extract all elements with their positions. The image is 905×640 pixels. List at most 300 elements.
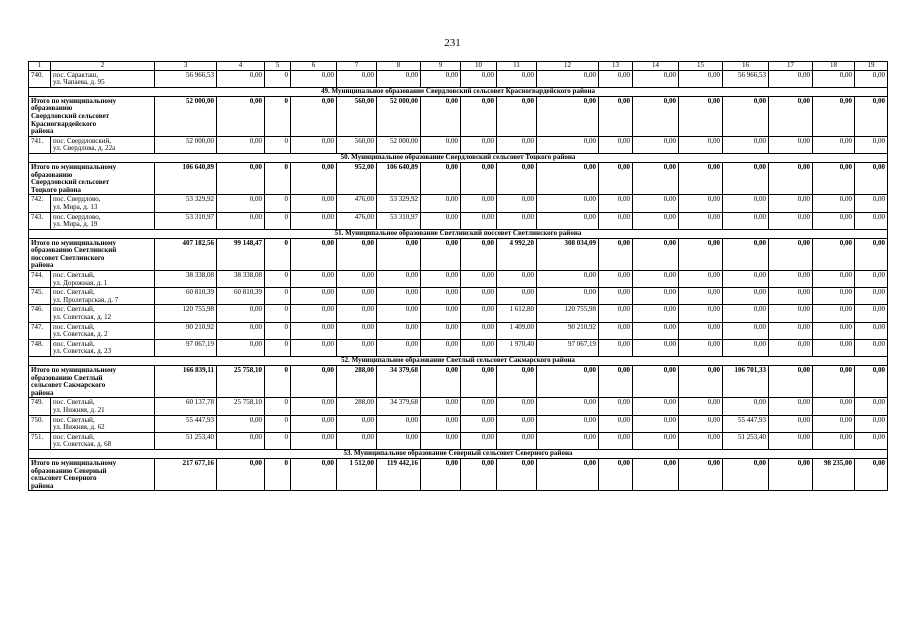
value-cell-col-19: 0,00 (855, 415, 888, 432)
column-number-10: 10 (461, 62, 497, 71)
value-cell-col-6: 0,00 (291, 305, 337, 322)
value-cell-col-12: 0,00 (537, 366, 599, 398)
value-cell-col-8: 0,00 (377, 238, 421, 270)
row-number: 748. (29, 339, 51, 356)
value-cell-col-15: 0,00 (679, 70, 723, 87)
value-cell-col-19: 0,00 (855, 398, 888, 415)
value-cell-col-3: 60 810,39 (155, 288, 217, 305)
value-cell-col-13: 0,00 (599, 432, 633, 449)
value-cell-col-7: 952,00 (337, 162, 377, 194)
value-cell-col-9: 0,00 (421, 70, 461, 87)
value-cell-col-3: 407 182,56 (155, 238, 217, 270)
total-label-line: Свердловский сельсовет (31, 111, 110, 120)
value-cell-col-15: 0,00 (679, 305, 723, 322)
total-row (29, 458, 888, 490)
value-cell-col-3: 120 755,98 (155, 305, 217, 322)
value-cell-col-18: 0,00 (813, 271, 855, 288)
value-cell-col-10: 0,00 (461, 195, 497, 212)
address-cell (51, 339, 155, 356)
value-cell-col-8: 34 379,68 (377, 398, 421, 415)
value-cell-col-19: 0,00 (855, 458, 888, 490)
total-row (29, 238, 888, 270)
total-label (29, 366, 155, 398)
value-cell-col-10: 0,00 (461, 458, 497, 490)
value-cell-col-18: 0,00 (813, 398, 855, 415)
value-cell-col-5: 0 (265, 415, 291, 432)
table-row (29, 339, 888, 356)
value-cell-col-16: 0,00 (723, 339, 769, 356)
value-cell-col-4: 25 758,10 (217, 366, 265, 398)
column-number-1: 1 (29, 62, 51, 71)
value-cell-col-5: 0 (265, 366, 291, 398)
value-cell-col-18: 0,00 (813, 339, 855, 356)
value-cell-col-3: 106 640,89 (155, 162, 217, 194)
value-cell-col-9: 0,00 (421, 366, 461, 398)
value-cell-col-14: 0,00 (633, 432, 679, 449)
value-cell-col-10: 0,00 (461, 162, 497, 194)
value-cell-col-6: 0,00 (291, 366, 337, 398)
address-line: ул. Дорожная, д. 1 (53, 278, 108, 287)
value-cell-col-5: 0 (265, 195, 291, 212)
column-number-14: 14 (633, 62, 679, 71)
value-cell-col-7: 476,00 (337, 195, 377, 212)
value-cell-col-9: 0,00 (421, 339, 461, 356)
value-cell-col-7: 0,00 (337, 238, 377, 270)
value-cell-col-11: 0,00 (497, 271, 537, 288)
address-cell (51, 415, 155, 432)
address-line: пос. Светлый, (53, 305, 95, 314)
address-line: ул. Нижняя, д. 62 (53, 423, 105, 432)
value-cell-col-7: 0,00 (337, 339, 377, 356)
total-label-line: Итого по муниципальному (31, 366, 117, 374)
address-line: пос. Светлый, (53, 398, 95, 407)
value-cell-col-10: 0,00 (461, 432, 497, 449)
value-cell-col-9: 0,00 (421, 195, 461, 212)
table-row (29, 415, 888, 432)
register-table (28, 61, 888, 491)
address-line: пос. Светлый, (53, 288, 95, 297)
total-label-line: района (31, 261, 54, 270)
total-label (29, 238, 155, 270)
table-row (29, 195, 888, 212)
value-cell-col-19: 0,00 (855, 70, 888, 87)
value-cell-col-9: 0,00 (421, 305, 461, 322)
value-cell-col-9: 0,00 (421, 415, 461, 432)
value-cell-col-17: 0,00 (769, 195, 813, 212)
value-cell-col-12: 0,00 (537, 212, 599, 229)
section-title: 53. Муниципальное образование Северный сельсовет Северного района (29, 449, 888, 458)
value-cell-col-9: 0,00 (421, 238, 461, 270)
value-cell-col-14: 0,00 (633, 305, 679, 322)
value-cell-col-19: 0,00 (855, 162, 888, 194)
value-cell-col-9: 0,00 (421, 288, 461, 305)
address-cell (51, 288, 155, 305)
total-label-line: Тоцкого района (31, 185, 82, 194)
value-cell-col-17: 0,00 (769, 136, 813, 153)
value-cell-col-4: 0,00 (217, 195, 265, 212)
value-cell-col-18: 0,00 (813, 288, 855, 305)
value-cell-col-9: 0,00 (421, 271, 461, 288)
total-row (29, 366, 888, 398)
value-cell-col-4: 0,00 (217, 339, 265, 356)
value-cell-col-12: 308 034,09 (537, 238, 599, 270)
value-cell-col-18: 0,00 (813, 96, 855, 136)
value-cell-col-11: 0,00 (497, 162, 537, 194)
table-row (29, 136, 888, 153)
value-cell-col-16: 0,00 (723, 398, 769, 415)
value-cell-col-6: 0,00 (291, 212, 337, 229)
value-cell-col-17: 0,00 (769, 322, 813, 339)
total-label-line: Итого по муниципальному (31, 162, 117, 171)
value-cell-col-4: 0,00 (217, 432, 265, 449)
value-cell-col-19: 0,00 (855, 271, 888, 288)
value-cell-col-10: 0,00 (461, 271, 497, 288)
value-cell-col-6: 0,00 (291, 415, 337, 432)
value-cell-col-13: 0,00 (599, 212, 633, 229)
value-cell-col-7: 288,00 (337, 398, 377, 415)
column-number-5: 5 (265, 62, 291, 71)
value-cell-col-18: 0,00 (813, 415, 855, 432)
page-number: 231 (444, 37, 461, 49)
value-cell-col-10: 0,00 (461, 70, 497, 87)
value-cell-col-14: 0,00 (633, 339, 679, 356)
value-cell-col-16: 0,00 (723, 195, 769, 212)
value-cell-col-13: 0,00 (599, 366, 633, 398)
value-cell-col-11: 0,00 (497, 432, 537, 449)
value-cell-col-17: 0,00 (769, 432, 813, 449)
value-cell-col-6: 0,00 (291, 195, 337, 212)
value-cell-col-17: 0,00 (769, 96, 813, 136)
value-cell-col-4: 0,00 (217, 96, 265, 136)
value-cell-col-7: 0,00 (337, 288, 377, 305)
value-cell-col-8: 0,00 (377, 305, 421, 322)
value-cell-col-15: 0,00 (679, 162, 723, 194)
total-label-line: поссовет Светлинского (31, 253, 105, 262)
value-cell-col-18: 0,00 (813, 212, 855, 229)
value-cell-col-17: 0,00 (769, 162, 813, 194)
value-cell-col-5: 0 (265, 398, 291, 415)
total-label-line: образованию Светлый (31, 373, 103, 382)
row-number: 751. (29, 432, 51, 449)
address-cell (51, 398, 155, 415)
value-cell-col-5: 0 (265, 322, 291, 339)
value-cell-col-13: 0,00 (599, 339, 633, 356)
section-title: 51. Муниципальное образование Светлинский поссовет Светлинского района (29, 229, 888, 238)
value-cell-col-15: 0,00 (679, 96, 723, 136)
value-cell-col-11: 0,00 (497, 96, 537, 136)
value-cell-col-12: 0,00 (537, 271, 599, 288)
value-cell-col-15: 0,00 (679, 398, 723, 415)
value-cell-col-6: 0,00 (291, 271, 337, 288)
value-cell-col-16: 0,00 (723, 96, 769, 136)
value-cell-col-13: 0,00 (599, 288, 633, 305)
value-cell-col-5: 0 (265, 339, 291, 356)
row-number: 744. (29, 271, 51, 288)
value-cell-col-16: 0,00 (723, 136, 769, 153)
column-number-11: 11 (497, 62, 537, 71)
address-line: пос. Светлый, (53, 432, 95, 441)
value-cell-col-14: 0,00 (633, 398, 679, 415)
value-cell-col-12: 0,00 (537, 458, 599, 490)
value-cell-col-6: 0,00 (291, 162, 337, 194)
value-cell-col-16: 0,00 (723, 238, 769, 270)
address-cell (51, 322, 155, 339)
value-cell-col-19: 0,00 (855, 322, 888, 339)
value-cell-col-8: 119 442,16 (377, 458, 421, 490)
value-cell-col-8: 0,00 (377, 288, 421, 305)
value-cell-col-4: 0,00 (217, 212, 265, 229)
column-number-9: 9 (421, 62, 461, 71)
value-cell-col-7: 560,00 (337, 136, 377, 153)
value-cell-col-13: 0,00 (599, 322, 633, 339)
total-label-line: образованию (31, 104, 73, 113)
value-cell-col-7: 0,00 (337, 322, 377, 339)
value-cell-col-9: 0,00 (421, 136, 461, 153)
address-line: ул. Нижняя, д. 21 (53, 405, 105, 414)
row-number: 741. (29, 136, 51, 153)
value-cell-col-4: 60 810,39 (217, 288, 265, 305)
value-cell-col-3: 217 677,16 (155, 458, 217, 490)
value-cell-col-15: 0,00 (679, 322, 723, 339)
value-cell-col-5: 0 (265, 271, 291, 288)
value-cell-col-6: 0,00 (291, 238, 337, 270)
value-cell-col-18: 0,00 (813, 136, 855, 153)
value-cell-col-15: 0,00 (679, 136, 723, 153)
table-row (29, 271, 888, 288)
total-row (29, 96, 888, 136)
section-header-row (29, 153, 888, 162)
value-cell-col-9: 0,00 (421, 398, 461, 415)
value-cell-col-18: 0,00 (813, 366, 855, 398)
value-cell-col-7: 0,00 (337, 271, 377, 288)
value-cell-col-17: 0,00 (769, 305, 813, 322)
value-cell-col-18: 0,00 (813, 305, 855, 322)
value-cell-col-3: 56 966,53 (155, 70, 217, 87)
row-number: 747. (29, 322, 51, 339)
value-cell-col-13: 0,00 (599, 415, 633, 432)
total-label (29, 162, 155, 194)
value-cell-col-14: 0,00 (633, 96, 679, 136)
value-cell-col-4: 25 758,10 (217, 398, 265, 415)
value-cell-col-10: 0,00 (461, 398, 497, 415)
value-cell-col-10: 0,00 (461, 288, 497, 305)
value-cell-col-12: 0,00 (537, 136, 599, 153)
value-cell-col-3: 60 137,78 (155, 398, 217, 415)
value-cell-col-5: 0 (265, 96, 291, 136)
value-cell-col-11: 1 970,40 (497, 339, 537, 356)
section-title: 49. Муниципальное образование Свердловский сельсовет Красногвардейского района (29, 87, 888, 96)
address-line: пос. Светлый, (53, 322, 95, 331)
column-number-2: 2 (51, 62, 155, 71)
value-cell-col-16: 0,00 (723, 458, 769, 490)
value-cell-col-11: 0,00 (497, 415, 537, 432)
value-cell-col-19: 0,00 (855, 195, 888, 212)
value-cell-col-6: 0,00 (291, 288, 337, 305)
value-cell-col-7: 0,00 (337, 305, 377, 322)
value-cell-col-5: 0 (265, 432, 291, 449)
value-cell-col-7: 476,00 (337, 212, 377, 229)
value-cell-col-10: 0,00 (461, 136, 497, 153)
table-row (29, 322, 888, 339)
value-cell-col-14: 0,00 (633, 195, 679, 212)
column-number-12: 12 (537, 62, 599, 71)
value-cell-col-7: 560,00 (337, 96, 377, 136)
value-cell-col-8: 34 379,68 (377, 366, 421, 398)
address-line: пос. Свердлово, (53, 195, 101, 204)
total-label-line: образованию Светлинский (31, 246, 117, 255)
value-cell-col-4: 0,00 (217, 162, 265, 194)
value-cell-col-10: 0,00 (461, 238, 497, 270)
row-number: 742. (29, 195, 51, 212)
address-line: ул. Пролетарская, д. 7 (53, 295, 119, 304)
value-cell-col-10: 0,00 (461, 339, 497, 356)
address-line: ул. Мира, д. 13 (53, 202, 98, 211)
value-cell-col-3: 90 210,92 (155, 322, 217, 339)
value-cell-col-6: 0,00 (291, 322, 337, 339)
value-cell-col-19: 0,00 (855, 96, 888, 136)
address-line: пос. Светлый, (53, 339, 95, 348)
value-cell-col-18: 0,00 (813, 70, 855, 87)
value-cell-col-8: 53 310,97 (377, 212, 421, 229)
section-header-row (29, 229, 888, 238)
address-cell (51, 195, 155, 212)
value-cell-col-6: 0,00 (291, 398, 337, 415)
total-label-line: района (31, 388, 54, 397)
value-cell-col-12: 0,00 (537, 96, 599, 136)
value-cell-col-14: 0,00 (633, 212, 679, 229)
address-line: пос. Светлый, (53, 415, 95, 424)
value-cell-col-4: 0,00 (217, 415, 265, 432)
value-cell-col-15: 0,00 (679, 432, 723, 449)
value-cell-col-13: 0,00 (599, 238, 633, 270)
value-cell-col-19: 0,00 (855, 339, 888, 356)
total-label-line: образованию (31, 170, 73, 179)
total-label (29, 96, 155, 136)
total-label-line: Свердловский сельсовет (31, 178, 110, 187)
value-cell-col-16: 0,00 (723, 162, 769, 194)
value-cell-col-19: 0,00 (855, 212, 888, 229)
value-cell-col-4: 0,00 (217, 70, 265, 87)
value-cell-col-5: 0 (265, 288, 291, 305)
value-cell-col-11: 1 409,00 (497, 322, 537, 339)
value-cell-col-12: 0,00 (537, 195, 599, 212)
row-number: 745. (29, 288, 51, 305)
section-header-row (29, 357, 888, 366)
value-cell-col-10: 0,00 (461, 415, 497, 432)
value-cell-col-8: 0,00 (377, 70, 421, 87)
row-number: 743. (29, 212, 51, 229)
address-cell (51, 432, 155, 449)
value-cell-col-5: 0 (265, 136, 291, 153)
value-cell-col-15: 0,00 (679, 288, 723, 305)
address-cell (51, 305, 155, 322)
value-cell-col-16: 0,00 (723, 271, 769, 288)
table-row (29, 305, 888, 322)
value-cell-col-19: 0,00 (855, 288, 888, 305)
value-cell-col-16: 55 447,93 (723, 415, 769, 432)
address-line: пос. Свердловский, (53, 136, 112, 145)
value-cell-col-3: 51 253,40 (155, 432, 217, 449)
total-label-line: Итого по муниципальному (31, 238, 117, 247)
value-cell-col-6: 0,00 (291, 70, 337, 87)
value-cell-col-4: 0,00 (217, 458, 265, 490)
section-header-row (29, 87, 888, 96)
table-row (29, 212, 888, 229)
table-row (29, 288, 888, 305)
value-cell-col-9: 0,00 (421, 96, 461, 136)
value-cell-col-16: 0,00 (723, 322, 769, 339)
value-cell-col-12: 97 067,19 (537, 339, 599, 356)
value-cell-col-8: 52 000,00 (377, 136, 421, 153)
value-cell-col-11: 0,00 (497, 136, 537, 153)
value-cell-col-4: 0,00 (217, 136, 265, 153)
total-row (29, 162, 888, 194)
value-cell-col-3: 52 000,00 (155, 96, 217, 136)
column-number-6: 6 (291, 62, 337, 71)
value-cell-col-7: 0,00 (337, 70, 377, 87)
value-cell-col-8: 0,00 (377, 432, 421, 449)
value-cell-col-13: 0,00 (599, 398, 633, 415)
row-number: 749. (29, 398, 51, 415)
value-cell-col-13: 0,00 (599, 305, 633, 322)
value-cell-col-16: 56 966,53 (723, 70, 769, 87)
value-cell-col-15: 0,00 (679, 212, 723, 229)
value-cell-col-10: 0,00 (461, 212, 497, 229)
value-cell-col-14: 0,00 (633, 322, 679, 339)
value-cell-col-15: 0,00 (679, 339, 723, 356)
value-cell-col-3: 53 310,97 (155, 212, 217, 229)
column-number-15: 15 (679, 62, 723, 71)
table-row (29, 70, 888, 87)
address-line: ул. Свердлова, д. 22а (53, 144, 116, 153)
row-number: 740. (29, 70, 51, 87)
address-line: ул. Мира, д. 19 (53, 220, 98, 229)
total-label-line: сельсовет Сакмарского (31, 381, 106, 390)
value-cell-col-7: 0,00 (337, 432, 377, 449)
value-cell-col-5: 0 (265, 238, 291, 270)
column-number-4: 4 (217, 62, 265, 71)
value-cell-col-14: 0,00 (633, 366, 679, 398)
value-cell-col-17: 0,00 (769, 212, 813, 229)
value-cell-col-8: 0,00 (377, 271, 421, 288)
value-cell-col-18: 0,00 (813, 238, 855, 270)
value-cell-col-14: 0,00 (633, 271, 679, 288)
value-cell-col-4: 38 338,08 (217, 271, 265, 288)
value-cell-col-14: 0,00 (633, 458, 679, 490)
value-cell-col-6: 0,00 (291, 96, 337, 136)
column-number-row (29, 62, 888, 71)
value-cell-col-3: 53 329,92 (155, 195, 217, 212)
value-cell-col-5: 0 (265, 70, 291, 87)
value-cell-col-12: 0,00 (537, 398, 599, 415)
address-cell (51, 271, 155, 288)
value-cell-col-15: 0,00 (679, 415, 723, 432)
column-number-3: 3 (155, 62, 217, 71)
value-cell-col-17: 0,00 (769, 366, 813, 398)
address-line: ул. Советская, д. 68 (53, 440, 112, 449)
value-cell-col-9: 0,00 (421, 322, 461, 339)
value-cell-col-19: 0,00 (855, 238, 888, 270)
value-cell-col-12: 0,00 (537, 415, 599, 432)
value-cell-col-14: 0,00 (633, 136, 679, 153)
value-cell-col-11: 0,00 (497, 70, 537, 87)
value-cell-col-19: 0,00 (855, 432, 888, 449)
address-cell (51, 212, 155, 229)
address-line: пос. Свердлово, (53, 212, 101, 221)
column-number-18: 18 (813, 62, 855, 71)
value-cell-col-7: 288,00 (337, 366, 377, 398)
value-cell-col-4: 0,00 (217, 305, 265, 322)
